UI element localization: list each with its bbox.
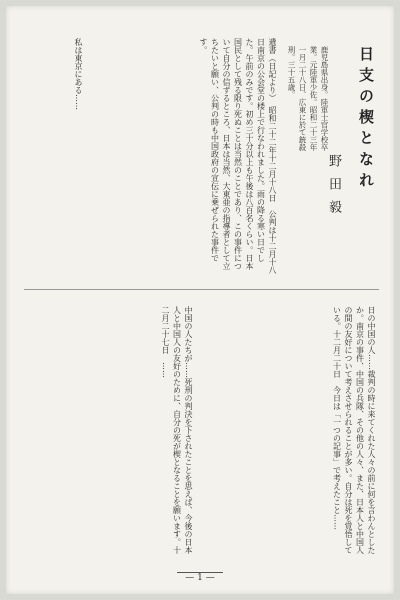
body-text-bottom-right: 日の中国の人……裁判の時に来てくれた人々の前に何を言わんとしたか。南京の事件、中国の兵隊、その他の人々、また、日本人と中国人の間の友好について考えさせられることが多い。自分は死を覚悟している。十二月二十日 今日は「一つの記事」で考えたこと…… (332, 306, 376, 554)
author-bio: 鹿児島県出身。陸軍士官学校卒業。元陸軍少佐。昭和二十三年一月二十八日、広東に於て銃殺刑。三十五歳。 (287, 46, 329, 151)
page-number (6, 572, 394, 583)
body-text-top-left: 私は東京にある…… (74, 38, 83, 110)
body-text-top-right: 遺書（日記より） 昭和二十二年十二月十八日 公判は十二月十八日南京の公会堂の楼上で行なわれました。雨の降る寒い日でした。午前のみです。初め三十分以上も午後は八百名くらい。日本国民として残る限り死ぬことは当然のことであり、この事件について自分の信ずるところ、日本は当然、大東亜の指導者として立ちたいと願い、公判の時も中国政府の宣伝に乗ぜられた事件です。 (199, 38, 277, 274)
author-name: 野田毅 (326, 154, 341, 223)
document-page (6, 6, 394, 594)
body-text-bottom-left: 中国の人たちが……死刑の判決を下されたことを思えば、今後の日本人と中国人の友好のために、自分の死が楔となることを願います。十二月二十七日 …… (161, 306, 193, 554)
page-number-text: — 1 — (177, 572, 222, 583)
section-divider (24, 289, 379, 290)
article-title: 日支の楔となれ (357, 46, 375, 193)
